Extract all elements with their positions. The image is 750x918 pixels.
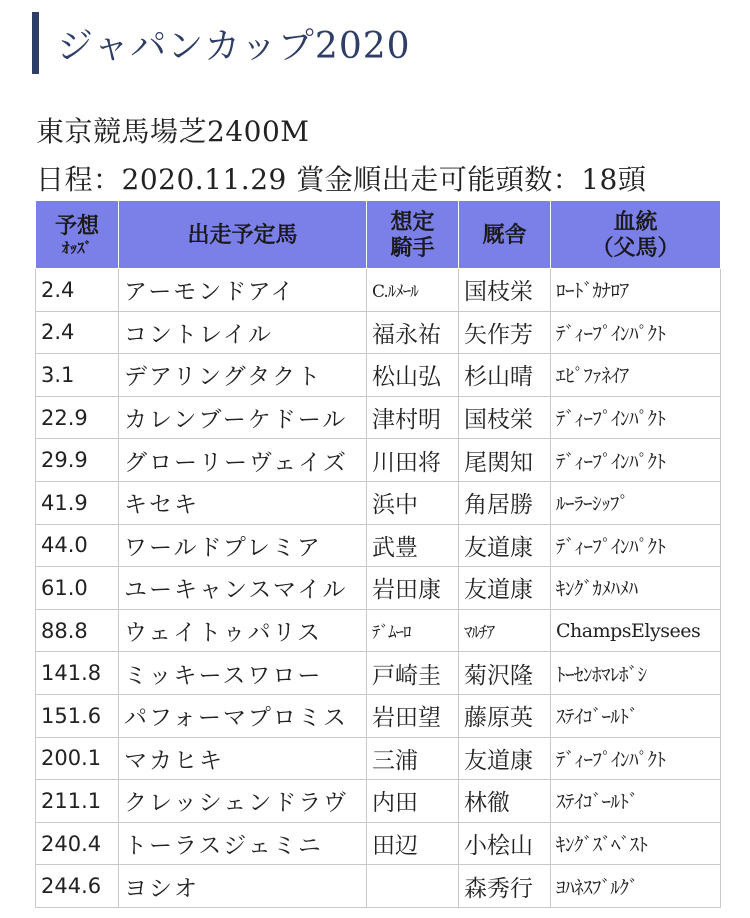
- odds-cell: 29.9: [36, 439, 119, 482]
- header-horse: 出走予定馬: [119, 201, 367, 269]
- sire-cell: ｴﾋﾟﾌｧﾈｲｱ: [551, 354, 721, 397]
- sire-cell: ｽﾃｲｺﾞｰﾙﾄﾞ: [551, 780, 721, 823]
- table-body: [36, 269, 721, 908]
- horse-cell: ユーキャンスマイル: [119, 567, 367, 610]
- horse-cell: ヨシオ: [119, 865, 367, 908]
- jockey-cell: C.ﾙﾒｰﾙ: [367, 269, 459, 312]
- header-sire-sublabel: （父馬）: [591, 234, 680, 261]
- sire-cell: ｷﾝｸﾞｶﾒﾊﾒﾊ: [551, 567, 721, 610]
- table-row: [36, 737, 721, 780]
- jockey-cell: 田辺: [367, 822, 459, 865]
- trainer-cell: 杉山晴: [459, 354, 551, 397]
- odds-cell: 151.6: [36, 694, 119, 737]
- odds-cell: 2.4: [36, 269, 119, 312]
- jockey-cell: [367, 865, 459, 908]
- jockey-cell: 武豊: [367, 524, 459, 567]
- odds-cell: 61.0: [36, 567, 119, 610]
- trainer-cell: ﾏﾙﾁｱ: [459, 609, 551, 652]
- race-schedule: 日程：2020.11.29 賞金順出走可能頭数：18頭: [36, 163, 647, 196]
- table-row: [36, 822, 721, 865]
- table-row: [36, 439, 721, 482]
- table-row: [36, 481, 721, 524]
- horse-cell: キセキ: [119, 481, 367, 524]
- horse-cell: カレンブーケドール: [119, 396, 367, 439]
- jockey-cell: 岩田望: [367, 694, 459, 737]
- horse-cell: ウェイトゥパリス: [119, 609, 367, 652]
- title-block: [32, 12, 411, 74]
- table-row: [36, 609, 721, 652]
- trainer-cell: 矢作芳: [459, 311, 551, 354]
- jockey-cell: 内田: [367, 780, 459, 823]
- header-trainer: 厩舎: [459, 201, 551, 269]
- sire-cell: ﾃﾞｨｰﾌﾟｲﾝﾊﾟｸﾄ: [551, 311, 721, 354]
- header-jockey-label: 想定: [390, 208, 435, 235]
- header-odds-label: 予想: [54, 212, 99, 239]
- sire-cell: ﾖﾊﾈｽﾌﾞﾙｸﾞ: [551, 865, 721, 908]
- horse-cell: パフォーマプロミス: [119, 694, 367, 737]
- trainer-cell: 友道康: [459, 524, 551, 567]
- table-row: [36, 567, 721, 610]
- race-venue: 東京競馬場芝2400M: [36, 115, 310, 148]
- jockey-cell: 戸崎圭: [367, 652, 459, 695]
- odds-cell: 3.1: [36, 354, 119, 397]
- horse-cell: クレッシェンドラヴ: [119, 780, 367, 823]
- horse-cell: アーモンドアイ: [119, 269, 367, 312]
- horse-cell: マカヒキ: [119, 737, 367, 780]
- table-row: [36, 652, 721, 695]
- odds-cell: 2.4: [36, 311, 119, 354]
- trainer-cell: 菊沢隆: [459, 652, 551, 695]
- trainer-cell: 藤原英: [459, 694, 551, 737]
- jockey-cell: 津村明: [367, 396, 459, 439]
- horse-cell: ワールドプレミア: [119, 524, 367, 567]
- jockey-cell: 三浦: [367, 737, 459, 780]
- header-odds: [36, 201, 119, 269]
- odds-cell: 244.6: [36, 865, 119, 908]
- odds-cell: 22.9: [36, 396, 119, 439]
- odds-cell: 44.0: [36, 524, 119, 567]
- header-sire-label: 血統: [613, 208, 658, 235]
- horse-cell: グローリーヴェイズ: [119, 439, 367, 482]
- table-row: [36, 865, 721, 908]
- jockey-cell: 岩田康: [367, 567, 459, 610]
- page-title: ジャパンカップ2020: [57, 25, 411, 67]
- odds-cell: 88.8: [36, 609, 119, 652]
- table-row: [36, 780, 721, 823]
- sire-cell: ｷﾝｸﾞｽﾞﾍﾞｽﾄ: [551, 822, 721, 865]
- trainer-cell: 友道康: [459, 567, 551, 610]
- jockey-cell: 福永祐: [367, 311, 459, 354]
- sire-cell: ﾙｰﾗｰｼｯﾌﾟ: [551, 481, 721, 524]
- table-row: [36, 396, 721, 439]
- odds-cell: 41.9: [36, 481, 119, 524]
- sire-cell: ﾃﾞｨｰﾌﾟｲﾝﾊﾟｸﾄ: [551, 737, 721, 780]
- jockey-cell: 浜中: [367, 481, 459, 524]
- horse-cell: コントレイル: [119, 311, 367, 354]
- table-header-row: [36, 201, 721, 269]
- horse-cell: デアリングタクト: [119, 354, 367, 397]
- trainer-cell: 友道康: [459, 737, 551, 780]
- trainer-cell: 尾関知: [459, 439, 551, 482]
- trainer-cell: 国枝栄: [459, 269, 551, 312]
- trainer-cell: 森秀行: [459, 865, 551, 908]
- sire-cell: ﾃﾞｨｰﾌﾟｲﾝﾊﾟｸﾄ: [551, 396, 721, 439]
- horse-cell: ミッキースワロー: [119, 652, 367, 695]
- odds-cell: 211.1: [36, 780, 119, 823]
- header-odds-sublabel: ｵｯｽﾞ: [61, 238, 92, 257]
- trainer-cell: 小桧山: [459, 822, 551, 865]
- race-entry-table: [35, 200, 721, 908]
- table-row: [36, 311, 721, 354]
- sire-cell: ﾃﾞｨｰﾌﾟｲﾝﾊﾟｸﾄ: [551, 439, 721, 482]
- sire-cell: ﾛｰﾄﾞｶﾅﾛｱ: [551, 269, 721, 312]
- jockey-cell: 松山弘: [367, 354, 459, 397]
- header-sire: [551, 201, 721, 269]
- horse-cell: トーラスジェミニ: [119, 822, 367, 865]
- table-row: [36, 694, 721, 737]
- sire-cell: ﾃﾞｨｰﾌﾟｲﾝﾊﾟｸﾄ: [551, 524, 721, 567]
- jockey-cell: 川田将: [367, 439, 459, 482]
- trainer-cell: 国枝栄: [459, 396, 551, 439]
- table-row: [36, 524, 721, 567]
- trainer-cell: 角居勝: [459, 481, 551, 524]
- table-row: [36, 354, 721, 397]
- sire-cell: ｽﾃｲｺﾞｰﾙﾄﾞ: [551, 694, 721, 737]
- table-row: [36, 269, 721, 312]
- sire-cell: ChampsElysees: [551, 609, 721, 652]
- sire-cell: ﾄｰｾﾝﾎﾏﾚﾎﾞｼ: [551, 652, 721, 695]
- odds-cell: 200.1: [36, 737, 119, 780]
- trainer-cell: 林徹: [459, 780, 551, 823]
- jockey-cell: ﾃﾞﾑｰﾛ: [367, 609, 459, 652]
- header-jockey: [367, 201, 459, 269]
- header-jockey-sublabel: 騎手: [390, 234, 435, 261]
- odds-cell: 141.8: [36, 652, 119, 695]
- odds-cell: 240.4: [36, 822, 119, 865]
